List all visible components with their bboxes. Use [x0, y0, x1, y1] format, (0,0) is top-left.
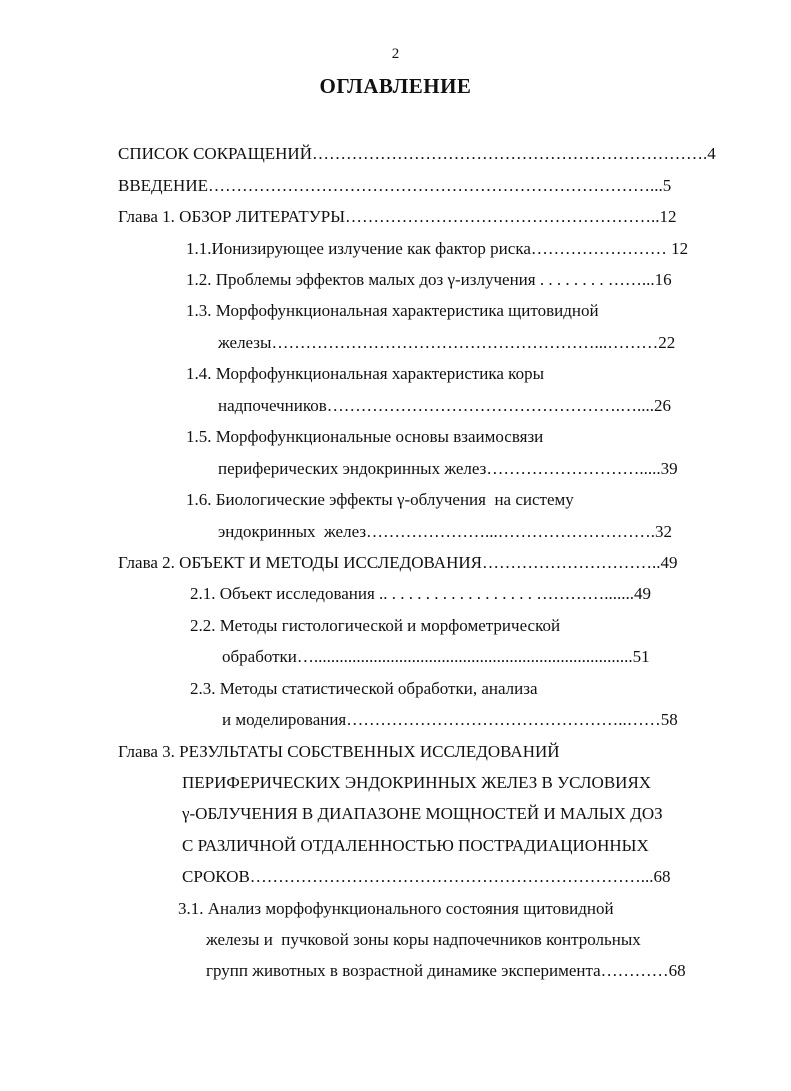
- toc-line: ПЕРИФЕРИЧЕСКИХ ЭНДОКРИННЫХ ЖЕЛЕЗ В УСЛОВИЯХ: [182, 773, 652, 792]
- toc-line: 2.1. Объект исследования .. . . . . . . . . . . . . . . . . . ………….......49: [190, 584, 652, 603]
- toc-line: γ-ОБЛУЧЕНИЯ В ДИАПАЗОНЕ МОЩНОСТЕЙ И МАЛЫХ ДОЗ: [182, 804, 663, 823]
- toc-line: и моделирования…………………………………………..……58: [222, 710, 678, 729]
- toc-line: С РАЗЛИЧНОЙ ОТДАЛЕННОСТЬЮ ПОСТРАДИАЦИОННЫХ: [182, 836, 649, 855]
- toc-line: 2.3. Методы статистической обработки, анализа: [190, 679, 538, 698]
- toc-line: 1.3. Морфофункциональная характеристика щитовидной: [186, 301, 599, 320]
- toc-line: эндокринных желез…………………...……………………….32: [218, 522, 673, 541]
- toc-line: 1.2. Проблемы эффектов малых доз γ-излучения . . . . . . . . ……...16: [186, 270, 672, 289]
- toc-line: Глава 3. РЕЗУЛЬТАТЫ СОБСТВЕННЫХ ИССЛЕДОВАНИЙ: [118, 742, 560, 761]
- toc-line: 2.2. Методы гистологической и морфометрической: [190, 616, 561, 635]
- page-title: ОГЛАВЛЕНИЕ: [319, 74, 472, 98]
- page-number: 2: [391, 46, 400, 62]
- toc-line: СПИСОК СОКРАЩЕНИЙ…………………………………………………………….4: [118, 144, 716, 163]
- toc-line: Глава 1. ОБЗОР ЛИТЕРАТУРЫ………………………………………………..12: [118, 207, 677, 226]
- toc-line: 1.5. Морфофункциональные основы взаимосвязи: [186, 427, 544, 446]
- toc-line: 1.1.Ионизирующее излучение как фактор риска…………………… 12: [186, 239, 689, 258]
- toc-line: Глава 2. ОБЪЕКТ И МЕТОДЫ ИССЛЕДОВАНИЯ…………………………..49: [118, 553, 678, 572]
- toc-line: 3.1. Анализ морфофункционального состояния щитовидной: [178, 899, 614, 918]
- toc-line: СРОКОВ……………………………………………………………...68: [182, 867, 671, 886]
- toc-line: обработки…...........................................................................51: [222, 647, 650, 666]
- toc-line: железы и пучковой зоны коры надпочечников контрольных: [206, 930, 641, 949]
- toc-line: ВВЕДЕНИЕ……………………………………………………………………...5: [118, 176, 672, 195]
- toc-line: надпочечников…………………………………………….…....26: [218, 396, 672, 415]
- toc-line: железы…………………………………………………...………22: [218, 333, 676, 352]
- toc-line: периферических эндокринных желез……………………….....39: [218, 459, 678, 478]
- toc-line: групп животных в возрастной динамике эксперимента…………68: [206, 961, 686, 980]
- toc-line: 1.6. Биологические эффекты γ-облучения на систему: [186, 490, 574, 509]
- toc-line: 1.4. Морфофункциональная характеристика коры: [186, 364, 545, 383]
